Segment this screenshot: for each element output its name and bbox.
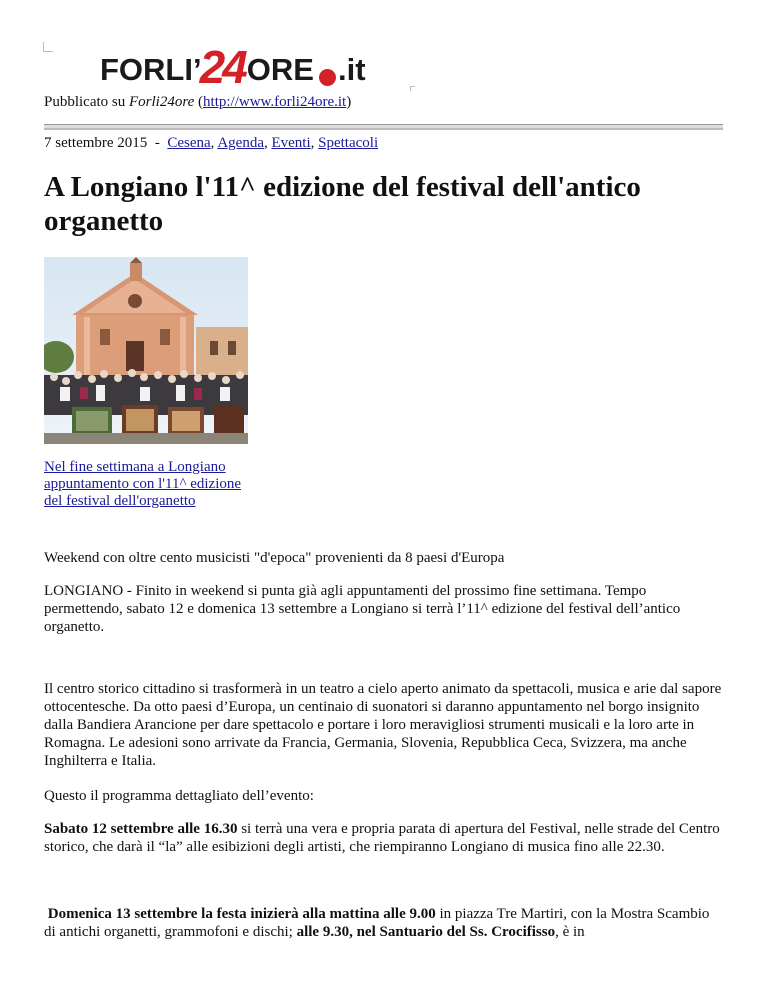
site-name: Forli24ore: [129, 94, 195, 110]
bold-text: alle 9.30, nel Santuario del Ss. Crocifisso: [296, 924, 556, 940]
category-link-cesena[interactable]: Cesena: [167, 135, 211, 151]
logo-number: 24: [199, 41, 245, 93]
site-url-link[interactable]: http://www.forli24ore.it: [203, 94, 347, 110]
photo-caption-link[interactable]: Nel fine settimana a Longiano appuntamento con l'11^ edizione del festival dell'organetto: [44, 459, 242, 509]
article-paragraph: Sabato 12 settembre alle 16.30 si terrà una vera e propria parata di apertura del Festival, nelle strade del Centro storico, che darà il “la” alle esibizioni degli artisti, che riempiranno Longiano di musica fino alle 22.30.: [44, 821, 720, 855]
article-title: A Longiano l'11^ edizione del festival dell'antico organetto: [44, 171, 641, 237]
logo-word: ORE: [246, 52, 314, 87]
article-subtitle: Weekend con oltre cento musicisti "d'epoca" provenienti da 8 paesi d'Europa: [44, 550, 505, 566]
article-paragraph: Domenica 13 settembre la festa inizierà alla mattina alle 9.00 in piazza Tre Martiri, con la Mostra Scambio di antichi organetti, grammofoni e dischi; alle 9.30, nel Santuario del Ss. Crocifisso, è in: [44, 906, 710, 940]
logo-tld: .it: [337, 52, 366, 87]
header-divider: [44, 124, 723, 130]
bold-text: Domenica 13 settembre la festa inizierà alla mattina alle 9.00: [47, 906, 436, 922]
bold-text: Sabato 12 settembre alle 16.30: [44, 821, 238, 837]
article-paragraph: Questo il programma dettagliato dell’evento:: [44, 788, 314, 804]
article-paragraph: LONGIANO - Finito in weekend si punta già agli appuntamenti del prossimo fine settimana. Tempo permettendo, sabato 12 e domenica 13 settembre a Longiano si terrà l’11^ edizione del festival dell’antico organetto.: [44, 583, 681, 635]
site-logo[interactable]: [100, 40, 366, 93]
logo-dot-icon: [319, 69, 336, 86]
image-placeholder-mark: [410, 86, 415, 91]
article-paragraph: Il centro storico cittadino si trasformerà in un teatro a cielo aperto animato da spettacoli, musica e arie dal sapore ottocentesche. Da otto paesi d’Europa, un centinaio di suonatori si daranno appuntamento nel borgo insignito dalla Bandiera Arancione per dare spettacolo e portare i loro meravigliosi strumenti musicali e la loro arte in Romagna. Le adesioni sono arrivate da Francia, Germania, Slovenia, Repubblica Ceca, Svizzera, ma anche Inghilterra e Italia.: [44, 681, 722, 769]
article-photo[interactable]: [44, 257, 248, 444]
article-meta: 7 settembre 2015 - Cesena, Agenda, Eventi, Spettacoli: [44, 135, 379, 151]
image-placeholder-mark: [43, 42, 53, 52]
category-link-spettacoli[interactable]: Spettacoli: [318, 135, 379, 151]
published-line: Pubblicato su Forli24ore (http://www.forli24ore.it): [44, 94, 352, 110]
article-date: 7 settembre 2015: [44, 135, 148, 151]
category-link-eventi[interactable]: Eventi: [271, 135, 311, 151]
category-link-agenda[interactable]: Agenda: [217, 135, 264, 151]
logo-word: FORLI’: [100, 52, 202, 87]
